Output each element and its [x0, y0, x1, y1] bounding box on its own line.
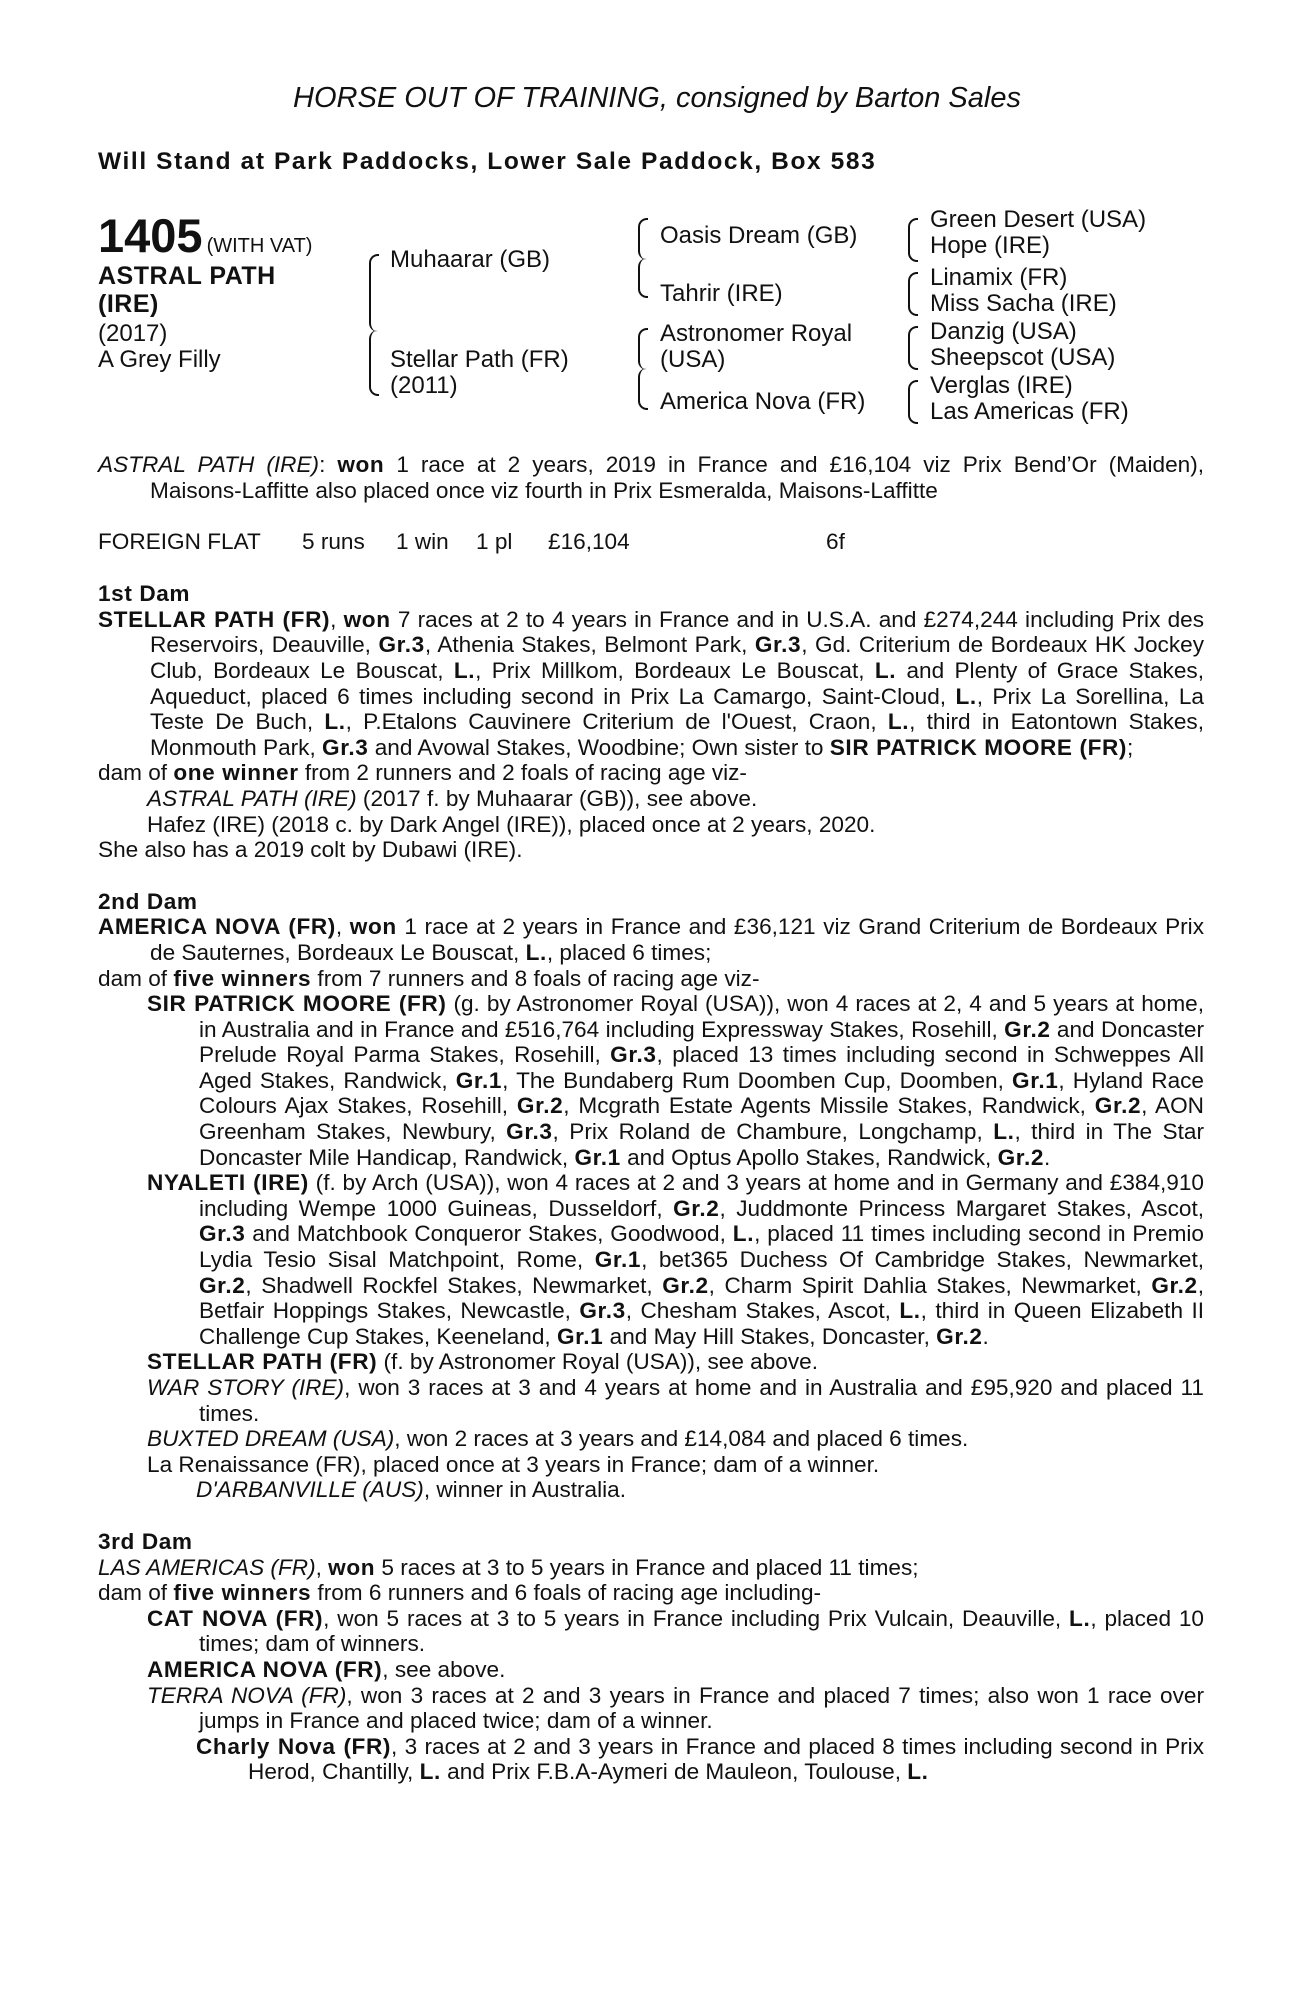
listed-badge: L.: [324, 709, 346, 735]
race-record-placed: 1 pl: [476, 529, 513, 555]
produce-name: D'ARBANVILLE (AUS): [196, 1477, 424, 1503]
won-keyword: won: [328, 1554, 376, 1580]
grade-badge: Gr.1: [556, 1323, 604, 1349]
produce-entry: [98, 1606, 1204, 1657]
text-run: ;: [1127, 734, 1134, 760]
grade-badge: Gr.1: [594, 1247, 642, 1273]
grade-badge: Gr.3: [199, 1221, 246, 1247]
grade-badge: Gr.1: [574, 1144, 621, 1170]
text-run: , placed 11 times including second in Premio Lydia Tesio Sisal Matchpoint, Rome,: [199, 1221, 1205, 1273]
text-run: , AON Greenham Stakes, Newbury,: [199, 1093, 1204, 1145]
listed-badge: L.: [907, 1759, 929, 1785]
pedigree-sire: Muhaarar (GB): [390, 246, 551, 273]
produce-entry: [98, 1426, 1204, 1452]
listed-badge: L.: [1069, 1605, 1091, 1631]
text-run: , winner in Australia.: [423, 1477, 626, 1503]
third-dam-record: [98, 1555, 1204, 1581]
third-dam-heading: 3rd Dam: [98, 1528, 193, 1554]
second-dam-heading: 2nd Dam: [98, 888, 198, 914]
text-run: , won 5 races at 3 to 5 years in France including Prix Vulcain, Deauville,: [323, 1605, 1070, 1631]
pedigree-gp6: Sheepscot (USA): [930, 344, 1116, 371]
text-run: and Plenty of Grace Stakes, Aqueduct, placed 6 times including second in Prix La Camargo, Saint-Cloud,: [150, 657, 1204, 709]
produce-name: SIR PATRICK MOORE (FR): [147, 991, 447, 1017]
text-run: , placed 13 times including second in Schweppes All Aged Stakes, Randwick,: [199, 1042, 1204, 1093]
text-run: from 2 runners and 2 foals of racing age viz-: [298, 760, 747, 786]
sibling-name: SIR PATRICK MOORE (FR): [829, 734, 1128, 760]
listed-badge: L.: [899, 1298, 921, 1324]
grade-badge: Gr.1: [455, 1067, 503, 1093]
text-run: , third in Queen Elizabeth II Challenge Cup Stakes, Keeneland,: [199, 1298, 1205, 1349]
produce-entry: [98, 1657, 1204, 1683]
text-run: , Charm Spirit Dahlia Stakes, Newmarket,: [708, 1272, 1152, 1298]
third-dam-produce-summary: [98, 1580, 1204, 1606]
grade-badge: Gr.2: [516, 1093, 564, 1119]
listed-badge: L.: [419, 1759, 441, 1785]
produce-entry: Hafez (IRE) (2018 c. by Dark Angel (IRE)), placed once at 2 years, 2020.: [147, 811, 876, 837]
second-dam-name: AMERICA NOVA (FR): [98, 914, 336, 940]
produce-entry: [98, 1683, 1204, 1734]
grade-badge: Gr.2: [199, 1272, 246, 1298]
text-run: from 7 runners and 8 foals of racing age viz-: [311, 965, 760, 991]
text-run: (2017 f. by Muhaarar (GB)), see above.: [356, 785, 758, 811]
produce-name: STELLAR PATH (FR): [147, 1349, 378, 1375]
lot-number-value: 1405: [98, 209, 203, 262]
pedigree-brace-sire: [369, 254, 379, 332]
horse-summary-name: ASTRAL PATH (IRE): [98, 452, 320, 477]
text-run: (g. by Astronomer Royal (USA)), won 4 races at 2, 4 and 5 years at home, in Australia and in France and £516,764 including Expressway Stakes, Rosehill,: [199, 991, 1204, 1042]
text-run: , Mcgrath Estate Agents Missile Stakes, Randwick,: [563, 1093, 1095, 1119]
catalogue-body: [98, 452, 1204, 1785]
won-keyword: won: [337, 452, 385, 477]
horse-name: ASTRAL PATH: [98, 262, 276, 290]
grade-badge: Gr.3: [754, 632, 802, 658]
won-keyword: won: [349, 914, 397, 940]
text-run: , Juddmonte Princess Margaret Stakes, Ascot,: [719, 1195, 1204, 1221]
produce-name: WAR STORY (IRE): [147, 1375, 345, 1400]
text-run: dam of: [98, 760, 174, 786]
third-dam-name: LAS AMERICAS (FR): [98, 1554, 316, 1580]
grand-produce-entry: [98, 1477, 1204, 1503]
text-run: , Betfair Hoppings Stakes, Newcastle,: [199, 1272, 1204, 1324]
text-run: dam of: [98, 1580, 174, 1606]
race-record-earnings: £16,104: [548, 529, 630, 555]
text-run: , The Bundaberg Rum Doomben Cup, Doomben,: [502, 1067, 1013, 1093]
listed-badge: L.: [525, 939, 547, 965]
text-run: .: [1044, 1144, 1051, 1170]
text-run: and Optus Apollo Stakes, Randwick,: [620, 1144, 998, 1170]
grade-badge: Gr.3: [322, 734, 369, 760]
text-run: ,: [330, 606, 344, 632]
catalogue-header: HORSE OUT OF TRAINING, consigned by Barton Sales: [293, 82, 1021, 114]
pedigree-gp5: Danzig (USA): [930, 318, 1077, 345]
pedigree-brace-2c: [638, 328, 648, 370]
produce-entry: [98, 991, 1204, 1170]
text-run: , Chesham Stakes, Ascot,: [625, 1298, 900, 1324]
text-run: , 3 races at 2 and 3 years in France and placed 8 times including second in Prix Herod, Chantilly,: [248, 1733, 1204, 1785]
text-run: , third in Eatontown Stakes, Monmouth Park,: [150, 709, 1205, 760]
text-run: and Doncaster Prelude Royal Parma Stakes, Rosehill,: [199, 1016, 1204, 1068]
text-run: and May Hill Stakes, Doncaster,: [603, 1323, 937, 1349]
first-dam-note: She also has a 2019 colt by Dubawi (IRE).: [98, 837, 523, 863]
pedigree-gp4: Miss Sacha (IRE): [930, 290, 1117, 317]
text-run: :: [319, 452, 338, 477]
text-run: , P.Etalons Cauvinere Criterium de l'Ouest, Craon,: [345, 709, 888, 735]
grade-badge: Gr.2: [662, 1272, 709, 1298]
pedigree-gp3: Linamix (FR): [930, 264, 1068, 291]
text-run: , Prix Millkom, Bordeaux Le Bouscat,: [475, 657, 875, 683]
pedigree-dam: Stellar Path (FR): [390, 346, 569, 373]
pedigree-brace-dam: [369, 330, 379, 396]
pedigree-brace-2d: [638, 368, 648, 410]
listed-badge: L.: [453, 657, 476, 683]
second-dam-produce-summary: [98, 966, 1204, 992]
pedigree-dam-dam: America Nova (FR): [660, 388, 866, 415]
listed-badge: L.: [732, 1221, 755, 1247]
pedigree-brace-3b: [908, 272, 918, 316]
produce-name: CAT NOVA (FR): [147, 1605, 324, 1631]
text-run: (f. by Arch (USA)), won 4 races at 2 and 3 years at home and in Germany and £384,910 including Wempe 1000 Guineas, Dusseldorf,: [199, 1170, 1204, 1221]
pedigree-gp8: Las Americas (FR): [930, 398, 1129, 425]
text-run: ,: [335, 914, 350, 940]
text-run: 1 race at 2 years, 2019 in France and £16,104 viz Prix Bend’Or (Maiden), Maisons-Laffitte also placed once viz fourth in Prix Esmeralda, Maisons-Laffitte: [150, 452, 1205, 503]
text-run: 5 races at 3 to 5 years in France and placed 11 times;: [375, 1554, 919, 1580]
text-run: , placed 10 times; dam of winners.: [199, 1605, 1204, 1657]
grade-badge: Gr.2: [1004, 1016, 1051, 1042]
pedigree-sire-sire: Oasis Dream (GB): [660, 222, 858, 249]
text-run: , Shadwell Rockfel Stakes, Newmarket,: [245, 1272, 663, 1298]
produce-entry: La Renaissance (FR), placed once at 3 years in France; dam of a winner.: [147, 1451, 880, 1477]
text-run: , won 3 races at 2 and 3 years in France and placed 7 times; also won 1 race over jumps in France and placed twice; dam of a winner.: [199, 1682, 1205, 1734]
grade-badge: Gr.2: [936, 1323, 983, 1349]
text-run: from 6 runners and 6 foals of racing age including-: [311, 1580, 822, 1606]
pedigree-dam-year: (2011): [390, 372, 458, 399]
text-run: , third in The Star Doncaster Mile Handicap, Randwick,: [199, 1119, 1204, 1170]
grade-badge: Gr.2: [997, 1144, 1044, 1170]
text-run: ,: [315, 1554, 329, 1580]
text-run: , Hyland Race Colours Ajax Stakes, Rosehill,: [199, 1067, 1205, 1119]
pedigree-dam-sire: Astronomer Royal: [660, 320, 853, 347]
first-dam-record: [98, 607, 1204, 761]
race-record-label: FOREIGN FLAT: [98, 529, 261, 555]
race-record-distance: 6f: [826, 529, 845, 555]
listed-badge: L.: [993, 1119, 1015, 1145]
text-run: dam of: [98, 965, 174, 991]
text-run: and Prix F.B.A-Aymeri de Mauleon, Toulouse,: [440, 1759, 908, 1785]
won-keyword: won: [343, 606, 391, 632]
text-run: , won 2 races at 3 years and £14,084 and placed 6 times.: [394, 1426, 969, 1452]
winners-count: five winners: [173, 1580, 312, 1606]
produce-name: AMERICA NOVA (FR): [147, 1656, 383, 1682]
text-run: .: [982, 1323, 989, 1349]
text-run: and Matchbook Conqueror Stakes, Goodwood,: [245, 1221, 733, 1247]
horse-description: A Grey Filly: [98, 346, 221, 373]
race-record-runs: 5 runs: [302, 529, 365, 555]
produce-name: BUXTED DREAM (USA): [147, 1426, 395, 1452]
grade-badge: Gr.3: [579, 1298, 626, 1324]
pedigree-brace-3a: [908, 218, 918, 262]
grand-produce-entry: [98, 1734, 1204, 1785]
listed-badge: L.: [887, 709, 910, 735]
vat-note: (WITH VAT): [206, 235, 313, 257]
produce-name: TERRA NOVA (FR): [147, 1682, 347, 1708]
pedigree-brace-2a: [638, 218, 648, 260]
text-run: , bet365 Duchess Of Cambridge Stakes, Newmarket,: [641, 1247, 1205, 1273]
pedigree-brace-2b: [638, 258, 648, 298]
text-run: (f. by Astronomer Royal (USA)), see above.: [377, 1349, 818, 1375]
text-run: , Prix Roland de Chambure, Longchamp,: [552, 1119, 994, 1145]
text-run: 1 race at 2 years in France and £36,121 viz Grand Criterium de Bordeaux Prix de Sauternes, Bordeaux Le Bouscat,: [150, 914, 1204, 965]
produce-name: ASTRAL PATH (IRE): [147, 785, 357, 811]
produce-name: Charly Nova (FR): [196, 1733, 392, 1759]
grade-badge: Gr.3: [378, 632, 425, 658]
text-run: , Gd. Criterium de Bordeaux HK Jockey Club, Bordeaux Le Bouscat,: [150, 632, 1205, 683]
text-run: , Prix La Sorellina, La Teste De Buch,: [150, 683, 1204, 735]
text-run: , won 3 races at 3 and 4 years at home and in Australia and £95,920 and placed 11 times.: [199, 1375, 1204, 1426]
horse-name-suffix: (IRE): [98, 290, 159, 318]
stabling-location: Will Stand at Park Paddocks, Lower Sale Paddock, Box 583: [98, 148, 877, 175]
text-run: 7 races at 2 to 4 years in France and in U.S.A. and £274,244 including Prix des Reservoirs, Deauville,: [150, 606, 1205, 658]
produce-entry: [98, 1349, 1204, 1375]
race-record-wins: 1 win: [396, 529, 449, 555]
second-dam-record: [98, 914, 1204, 965]
winners-count: one winner: [173, 760, 299, 786]
grade-badge: Gr.3: [610, 1042, 657, 1068]
text-run: and Avowal Stakes, Woodbine; Own sister to: [368, 734, 830, 760]
grade-badge: Gr.1: [1012, 1067, 1059, 1093]
horse-summary: [98, 452, 1204, 503]
winners-count: five winners: [173, 965, 312, 991]
foaling-year: (2017): [98, 320, 168, 347]
pedigree-brace-3c: [908, 326, 918, 370]
listed-badge: L.: [874, 657, 897, 683]
first-dam-heading: 1st Dam: [98, 581, 191, 607]
grade-badge: Gr.2: [1094, 1093, 1142, 1119]
text-run: , see above.: [382, 1656, 506, 1682]
lot-number: [98, 208, 312, 263]
pedigree-gp1: Green Desert (USA): [930, 206, 1147, 233]
pedigree-brace-3d: [908, 380, 918, 424]
produce-entry: [98, 786, 1204, 812]
produce-name: NYALETI (IRE): [147, 1170, 309, 1196]
produce-entry: [98, 1375, 1204, 1426]
pedigree-gp2: Hope (IRE): [930, 232, 1051, 259]
pedigree-sire-dam: Tahrir (IRE): [660, 280, 783, 307]
grade-badge: Gr.2: [673, 1195, 720, 1221]
first-dam-name: STELLAR PATH (FR): [98, 606, 331, 632]
grade-badge: Gr.3: [506, 1119, 553, 1145]
grade-badge: Gr.2: [1151, 1272, 1198, 1298]
text-run: , Athenia Stakes, Belmont Park,: [424, 632, 755, 658]
first-dam-produce-summary: [98, 760, 1204, 786]
listed-badge: L.: [955, 683, 977, 709]
pedigree-gp7: Verglas (IRE): [930, 372, 1073, 399]
race-record: [98, 529, 1204, 555]
text-run: , placed 6 times;: [546, 939, 712, 965]
pedigree-dam-sire-suffix: (USA): [660, 346, 726, 373]
produce-entry: [98, 1170, 1204, 1349]
